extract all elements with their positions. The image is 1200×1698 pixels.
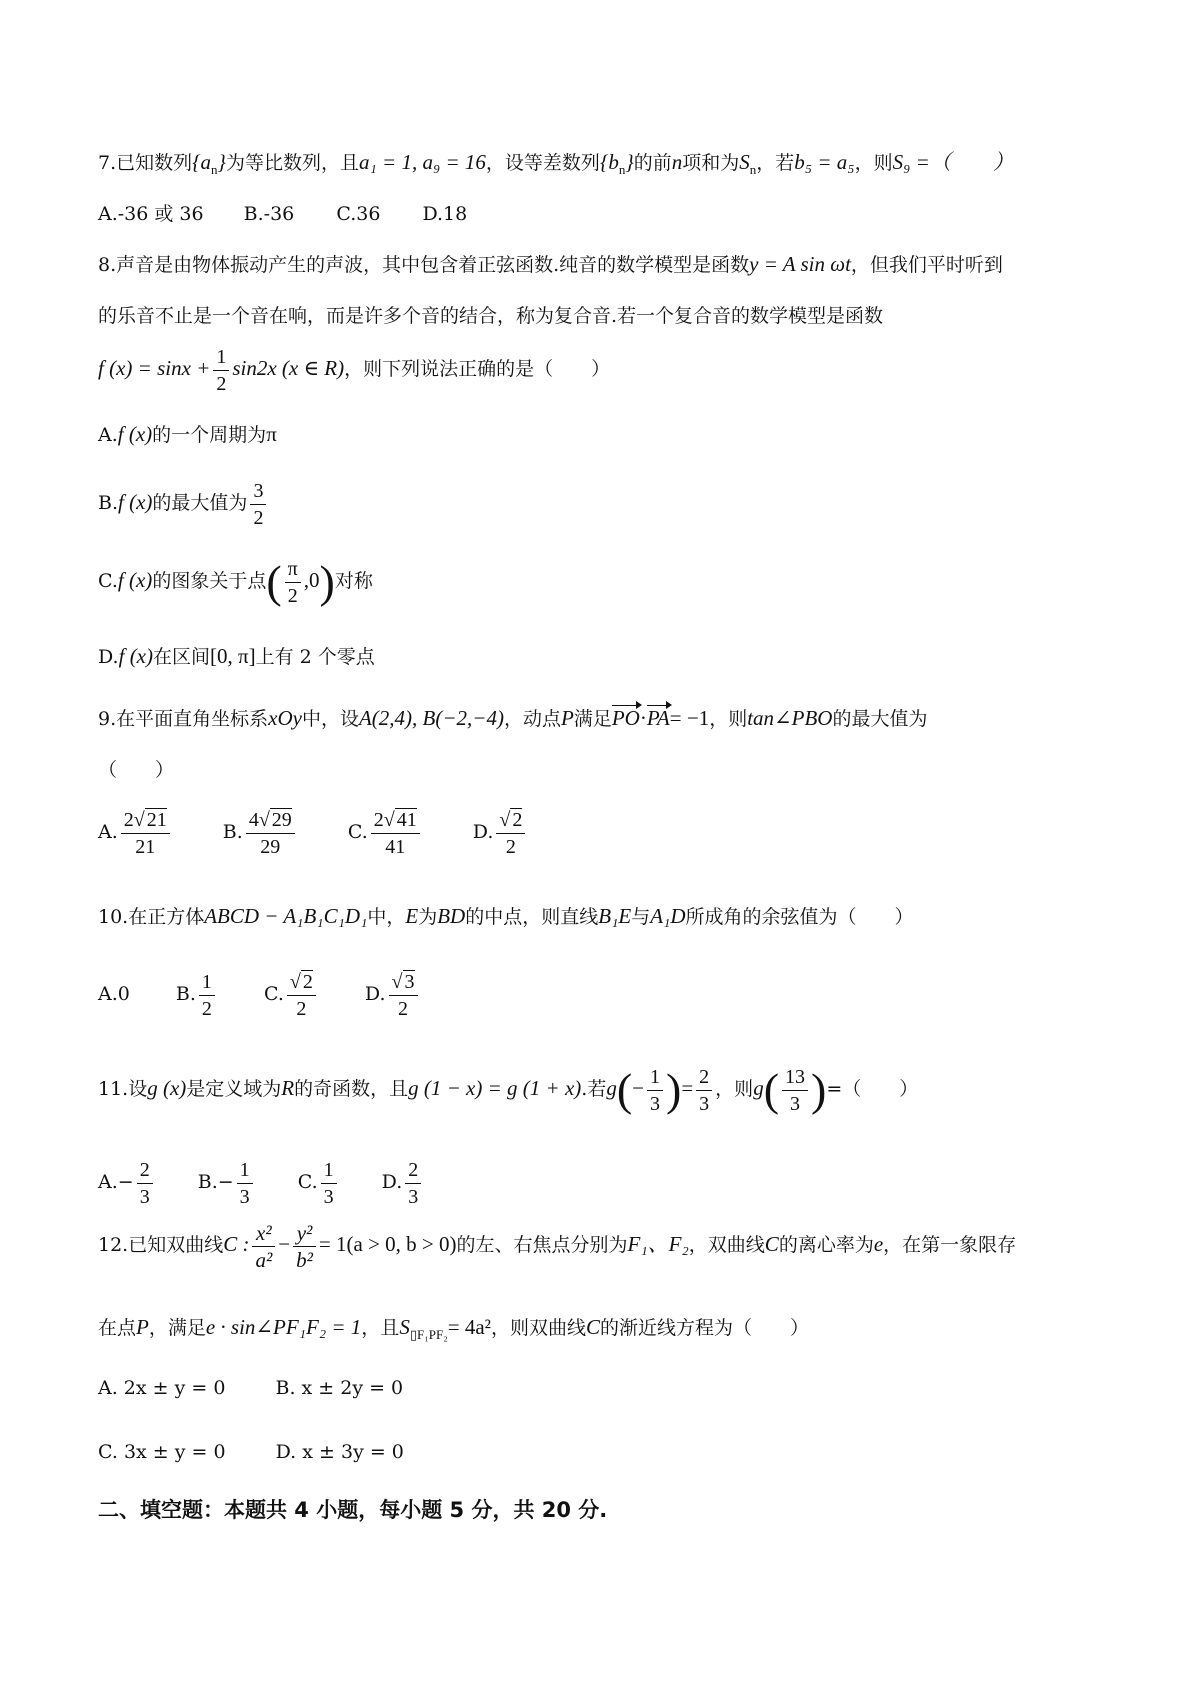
q12-area: $S_{▯F_1PF_2}$ xyxy=(399,1315,448,1343)
q11-options xyxy=(98,1150,424,1214)
q8-line3 xyxy=(98,338,610,399)
q11-option-a[interactable]: A.− $\frac{2}{3}$ xyxy=(98,1150,156,1214)
q12-options-row1 xyxy=(98,1374,403,1402)
q7-seq-b: $\{b_n\}$ xyxy=(599,150,634,178)
q12-text: ，在第一象限存 xyxy=(883,1234,1017,1256)
q11-text: ，则 xyxy=(715,1078,754,1100)
q12-text: 的渐近线方程为（ ） xyxy=(599,1317,809,1339)
q8-text: ，但我们平时听到 xyxy=(850,254,1003,276)
q12-frac-y2-b2: $\frac{\text{y²}}{\text{b²}}$ xyxy=(293,1220,316,1273)
q9-text: ，动点 xyxy=(503,708,561,730)
q10-option-d[interactable]: D. $\frac{√ 3}{2}$ xyxy=(365,962,421,1026)
q9-option-d[interactable]: D. $\frac{√ 2}{2}$ xyxy=(473,800,529,864)
q11-option-b[interactable]: B.− $\frac{1}{3}$ xyxy=(198,1150,256,1214)
q12-p: P xyxy=(136,1315,149,1339)
q12-cond: e · sin∠PF₁F₂ = 1 xyxy=(205,1315,362,1339)
q9-stem xyxy=(98,704,928,733)
q9-points: A(2,4), B(−2,−4) xyxy=(358,706,504,730)
q8-option-a[interactable]: A.f (x)的一个周期为π xyxy=(98,422,277,446)
q11-eq: g (1 − x) = g (1 + x) xyxy=(408,1076,582,1100)
q11-text: =（ ） xyxy=(826,1078,919,1100)
q11-text: 是定义域为 xyxy=(186,1078,282,1100)
q10-option-c[interactable]: C. $\frac{√ 2}{2}$ xyxy=(264,962,319,1026)
q11-option-c[interactable]: C. $\frac{1}{3}$ xyxy=(298,1150,340,1214)
q11-gx: g (x) xyxy=(147,1076,187,1100)
q12-c2: C xyxy=(764,1232,779,1256)
q9-text: 9.在平面直角坐标系 xyxy=(98,708,269,730)
q10-cube: ABCD − A₁B₁C₁D₁ xyxy=(204,904,368,928)
q9-option-a[interactable]: A. $\frac{2√ 21}{21}$ xyxy=(98,800,173,864)
q10-text: 所成角的余弦值为（ ） xyxy=(685,906,914,928)
q8-option-d[interactable]: D.f (x)在区间[0, π]上有 2 个零点 xyxy=(98,644,375,668)
q10-a1d: A₁D xyxy=(650,904,686,928)
q9-tan: tan∠PBO xyxy=(747,706,833,730)
q11-stem: 11.设g (x)是定义域为R的奇函数，且g (1 − x) = g (1 + x).若g(− $\frac{1}{3}$ )= $\frac{2}{3}$ ，则g( $\frac{13}{3}$ )=（ ） xyxy=(98,1064,919,1115)
q10-text: 中， xyxy=(367,906,406,928)
q12-area-eq: = 4a² xyxy=(447,1315,491,1339)
q10-stem xyxy=(98,902,914,931)
q12-e: e xyxy=(873,1232,884,1256)
q12-frac-x2-a2: $\frac{\text{x²}}{\text{a²}}$ xyxy=(252,1220,275,1273)
q8-frac-pi-2: $\frac{\pi}{2}$ xyxy=(285,556,301,609)
q9-dot: · xyxy=(639,706,647,730)
q8-option-b[interactable]: B.f (x)的最大值为 $\frac{3}{2}$ xyxy=(98,472,269,533)
q12-text: ，双曲线 xyxy=(688,1234,765,1256)
q8-frac-3-2: $\frac{3}{2}$ xyxy=(250,478,266,531)
q11-frac-13-3: $\frac{13}{3}$ xyxy=(782,1064,808,1117)
q12-text: ，满足 xyxy=(148,1317,206,1339)
q12-option-a[interactable]: A. 2x ± y = 0 xyxy=(98,1377,226,1399)
q10-b1e: B₁E xyxy=(598,904,632,928)
q9-option-b[interactable]: B. $\frac{4√ 29}{29}$ xyxy=(223,800,298,864)
q7-text: 7.已知数列 xyxy=(98,152,193,174)
q11-eq2: = xyxy=(681,1076,694,1100)
q11-text: 11.设 xyxy=(98,1078,148,1100)
q8-func-b: sin2x (x ∈ R) xyxy=(232,356,345,380)
q10-e: E xyxy=(405,904,419,928)
q12-option-d[interactable]: D. x ± 3y = 0 xyxy=(275,1441,404,1463)
q12-options-row2 xyxy=(98,1438,404,1466)
q12-minus: − xyxy=(278,1232,291,1256)
q7-s9: S₉ =（ ） xyxy=(892,150,1014,174)
q7-option-c[interactable]: C.36 xyxy=(336,203,381,225)
q12-text: ，且 xyxy=(361,1317,400,1339)
q7-sn: $S_n$ xyxy=(739,150,757,178)
section-2-heading: 二、填空题：本题共 4 小题，每小题 5 分，共 20 分. xyxy=(98,1498,608,1522)
q12-text: 12.已知双曲线 xyxy=(98,1234,224,1256)
q9-text: 的最大值为 xyxy=(832,708,928,730)
q12-text: ，则双曲线 xyxy=(490,1317,586,1339)
q7-stem xyxy=(98,148,1014,184)
q8-pure-tone: y = A sin ωt xyxy=(749,252,851,276)
q7-option-b[interactable]: B.-36 xyxy=(243,203,295,225)
q9-vector-po: PO xyxy=(611,706,640,730)
q8-text: ，则下列说法正确的是（ ） xyxy=(344,358,611,380)
q9-options xyxy=(98,800,528,864)
q11-frac-1-3: $\frac{1}{3}$ xyxy=(647,1064,663,1117)
q10-options xyxy=(98,962,421,1026)
q12-foci: F₁、F₂ xyxy=(627,1232,689,1256)
q12-line1 xyxy=(98,1212,1016,1277)
q7-text: ，则 xyxy=(854,152,893,174)
q8-text: 的乐音不止是一个音在响，而是许多个音的结合，称为复合音.若一个复合音的数学模型是函数 xyxy=(98,305,884,327)
q7-cond: a₁ = 1, a₉ = 16 xyxy=(358,150,486,174)
q9-p: P xyxy=(560,706,574,730)
q7-text: 项和为 xyxy=(682,152,740,174)
q12-c3: C xyxy=(585,1315,600,1339)
q10-text: 10.在正方体 xyxy=(98,906,205,928)
q12-text: 在点 xyxy=(98,1317,137,1339)
q9-paren: （ ） xyxy=(98,759,175,781)
q12-eq: = 1(a > 0, b > 0) xyxy=(318,1232,457,1256)
q9-eq: = −1 xyxy=(669,706,710,730)
q9-text: ，则 xyxy=(709,708,748,730)
q11-neg: − xyxy=(632,1076,644,1100)
q8-frac-half: $\frac{1}{2}$ xyxy=(213,344,229,397)
q10-text: 为 xyxy=(418,906,438,928)
q7-text: 为等比数列，且 xyxy=(225,152,359,174)
q8-func: f (x) = sinx + xyxy=(98,356,211,380)
q11-text: 的奇函数，且 xyxy=(294,1078,409,1100)
q10-text: 的中点，则直线 xyxy=(465,906,599,928)
q9-text: 中，设 xyxy=(301,708,359,730)
q12-c: C : xyxy=(223,1232,250,1256)
q10-text: 与 xyxy=(631,906,651,928)
q11-option-d[interactable]: D. $\frac{2}{3}$ xyxy=(382,1150,425,1214)
q12-option-b[interactable]: B. x ± 2y = 0 xyxy=(275,1377,404,1399)
q12-line2 xyxy=(98,1313,809,1349)
q12-text: 的左、右焦点分别为 xyxy=(456,1234,628,1256)
q10-bd: BD xyxy=(437,904,466,928)
q9-option-c[interactable]: C. $\frac{2√ 41}{41}$ xyxy=(348,800,423,864)
q12-option-c[interactable]: C. 3x ± y = 0 xyxy=(98,1441,226,1463)
q8-line1 xyxy=(98,250,1003,279)
q8-text: 8.声音是由物体振动产生的声波，其中包含着正弦函数.纯音的数学模型是函数 xyxy=(98,254,750,276)
q7-text: ，设等差数列 xyxy=(485,152,600,174)
q11-g2: g xyxy=(753,1076,764,1100)
q11-g1: g xyxy=(606,1076,617,1100)
q10-option-b[interactable]: B. $\frac{1}{2}$ xyxy=(176,962,218,1026)
q9-vector-pa: PA xyxy=(646,706,670,730)
q7-text: 的前 xyxy=(633,152,672,174)
q8-option-c[interactable]: C.f (x)的图象关于点( $\frac{\pi}{2}$ ,0)对称 xyxy=(98,556,373,607)
q12-text: 的离心率为 xyxy=(778,1234,874,1256)
q7-options xyxy=(98,200,467,228)
q9-text: 满足 xyxy=(573,708,612,730)
q7-text: ，若 xyxy=(756,152,795,174)
q11-frac-2-3: $\frac{2}{3}$ xyxy=(696,1064,712,1117)
q7-seq-a: $\{a_n\}$ xyxy=(192,150,226,178)
q11-r: R xyxy=(281,1076,295,1100)
q9-xoy: xOy xyxy=(268,706,302,730)
q11-text: .若 xyxy=(581,1078,607,1100)
q8-line2 xyxy=(98,302,883,330)
q7-option-a[interactable]: A.-36 或 36 xyxy=(98,203,204,225)
q7-n: n xyxy=(671,150,683,174)
q7-option-d[interactable]: D.18 xyxy=(422,203,468,225)
q10-option-a[interactable]: A.0 xyxy=(98,983,130,1005)
q7-cond2: b₅ = a₅ xyxy=(794,150,855,174)
